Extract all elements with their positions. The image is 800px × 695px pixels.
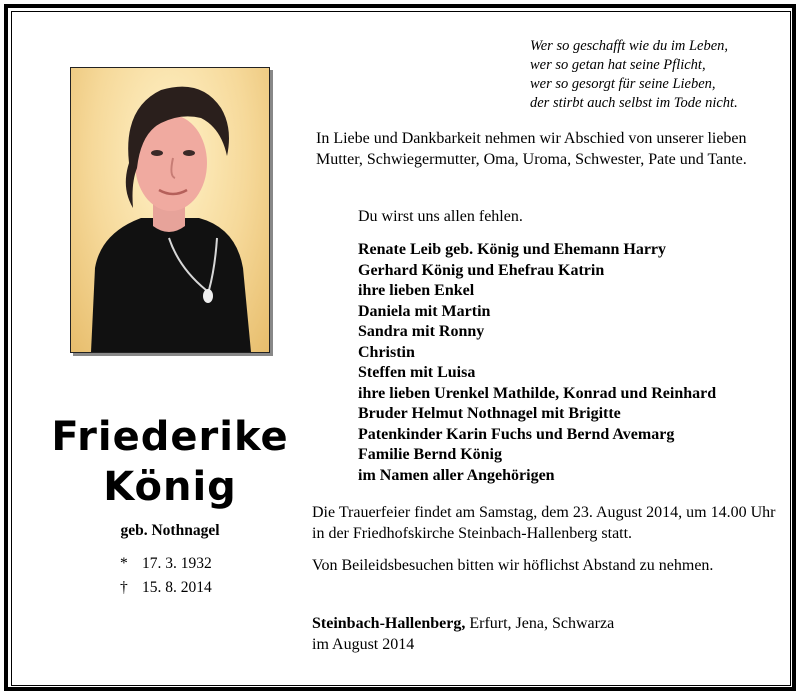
family-list xyxy=(358,240,778,486)
family-member: Steffen mit Luisa xyxy=(358,364,476,381)
portrait-photo xyxy=(70,67,270,353)
poem-line: wer so gesorgt für seine Lieben, xyxy=(530,76,716,92)
death-date-row xyxy=(120,579,212,597)
cross-icon: † xyxy=(120,579,128,596)
death-date: 15. 8. 2014 xyxy=(142,579,212,596)
family-member: Christin xyxy=(358,343,415,361)
family-member: Sandra mit Ronny xyxy=(358,323,485,340)
family-member: Bruder Helmut Nothnagel mit Brigitte xyxy=(358,405,621,422)
birth-date: 17. 3. 1932 xyxy=(142,555,212,572)
family-member: ihre lieben Urenkel Mathilde, Konrad und Reinhard xyxy=(358,384,717,402)
location-line xyxy=(312,614,732,635)
deceased-last-name: König xyxy=(103,464,237,510)
family-member: Daniela mit Martin xyxy=(358,302,491,320)
maiden-name: geb. Nothnagel xyxy=(120,522,220,539)
family-member: ihre lieben Enkel xyxy=(358,282,475,299)
poem-line: der stirbt auch selbst im Tode nicht. xyxy=(530,95,738,111)
poem xyxy=(530,37,790,113)
family-member: Renate Leib geb. König und Ehemann Harry xyxy=(358,241,667,258)
condolence-note: Von Beileidsbesuchen bitten wir höflichst Abstand zu nehmen. xyxy=(312,557,714,574)
deceased-first-name: Friederike xyxy=(51,414,289,460)
miss-you-text: Du wirst uns allen fehlen. xyxy=(358,208,523,225)
farewell-text: In Liebe und Dankbarkeit nehmen wir Abschied von unserer lieben Mutter, Schwiegermutter, Oma, Uroma, Schwester, Pate und Tante. xyxy=(316,130,747,168)
location-date: im August 2014 xyxy=(312,635,415,653)
family-member: Patenkinder Karin Fuchs und Bernd Avemarg xyxy=(358,425,675,443)
location-others: Erfurt, Jena, Schwarza xyxy=(465,615,615,632)
poem-line: wer so getan hat seine Pflicht, xyxy=(530,57,706,73)
poem-line: Wer so geschafft wie du im Leben, xyxy=(530,38,729,54)
family-member: Gerhard König und Ehefrau Katrin xyxy=(358,261,605,279)
birth-date-row xyxy=(120,555,212,573)
family-member: Familie Bernd König xyxy=(358,446,502,463)
location-block xyxy=(312,614,732,655)
funeral-info: Die Trauerfeier findet am Samstag, dem 23. August 2014, um 14.00 Uhr in der Friedhofskirche Steinbach-Hallenberg statt. xyxy=(312,504,776,542)
family-member: im Namen aller Angehörigen xyxy=(358,466,555,484)
location-main: Steinbach-Hallenberg, xyxy=(312,615,466,632)
birth-symbol: * xyxy=(120,555,128,572)
